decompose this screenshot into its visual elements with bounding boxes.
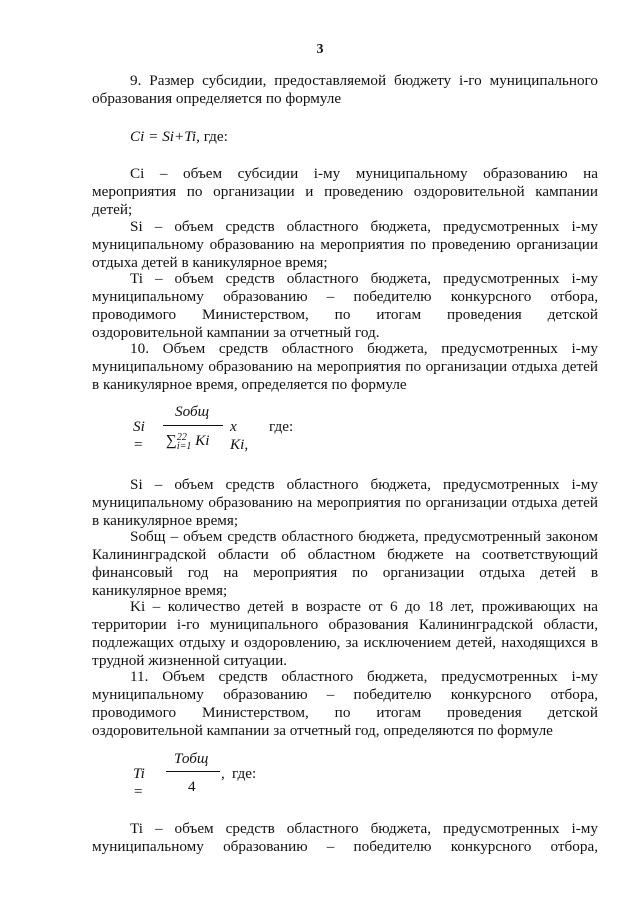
ci-definition-line-2: мероприятия по организации и проведению оздоровительной кампании bbox=[92, 183, 598, 200]
ti-definition-2 bbox=[92, 820, 598, 856]
formula-ci-where: где: bbox=[203, 128, 228, 145]
sobsh-definition-line-2: Калининградской области об областном бюджете на соответствующий bbox=[92, 546, 598, 563]
formula-ci-expression: Ci = Si+Ti, bbox=[130, 128, 200, 145]
page-number: 3 bbox=[316, 42, 324, 57]
formula-ti-comma: , bbox=[221, 765, 225, 782]
si-definition-1-line-2: муниципальному образованию на мероприятия по проведению организации bbox=[92, 236, 598, 253]
formula-ti-numerator: Тобщ bbox=[174, 750, 209, 767]
ki-definition-line-4: трудной жизненной ситуации. bbox=[92, 652, 288, 669]
sum-lower-limit: i=1 bbox=[176, 440, 192, 452]
formula-si-fraction-bar bbox=[163, 425, 223, 426]
paragraph-11-line-3: проводимого Министерством, по итогам проведения детской bbox=[92, 704, 598, 721]
formula-ti-denominator: 4 bbox=[188, 778, 196, 795]
paragraph-10 bbox=[92, 340, 598, 394]
paragraph-11-line-4: оздоровительной кампании за отчетный год, определяются по формуле bbox=[92, 722, 553, 739]
si-definition-2-line-1: Si – объем средств областного бюджета, предусмотренных i-му bbox=[130, 476, 598, 493]
ci-definition bbox=[92, 165, 598, 219]
ti-definition-2-line-1: Ti – объем средств областного бюджета, предусмотренных i-му bbox=[130, 820, 598, 837]
sum-upper-limit: 22 bbox=[176, 431, 187, 443]
paragraph-10-line-1: 10. Объем средств областного бюджета, предусмотренных i-му bbox=[130, 340, 598, 357]
sobsh-definition-line-1: Sобщ – объем средств областного бюджета, предусмотренный законом bbox=[130, 528, 598, 545]
formula-ti-fraction-bar bbox=[166, 771, 220, 772]
formula-si-lhs: Si = bbox=[133, 418, 145, 453]
ki-definition-line-2: территории i-го муниципального образования Калининградской области, bbox=[92, 616, 598, 633]
si-definition-1-line-3: отдыха детей в каникулярное время; bbox=[92, 254, 328, 271]
paragraph-11-line-1: 11. Объем средств областного бюджета, предусмотренных i-му bbox=[130, 668, 598, 685]
sobsh-definition-line-3: финансовый год на мероприятия по организации отдыха детей в bbox=[92, 564, 598, 581]
formula-si-denominator bbox=[166, 432, 210, 451]
si-definition-2-line-3: в каникулярное время; bbox=[92, 512, 239, 529]
si-definition-1 bbox=[92, 218, 598, 272]
paragraph-10-line-2: муниципальному образованию на мероприятия по организации отдыха детей bbox=[92, 358, 598, 375]
sobsh-definition-line-4: каникулярное время; bbox=[92, 582, 228, 599]
paragraph-11-line-2: муниципальному образованию – победителю конкурсного отбора, bbox=[92, 686, 598, 703]
ti-definition-1 bbox=[92, 270, 598, 342]
ti-definition-2-line-2: муниципальному образованию – победителю конкурсного отбора, bbox=[92, 838, 598, 855]
ti-definition-1-line-4: оздоровительной кампании за отчетный год. bbox=[92, 324, 380, 341]
ti-definition-1-line-1: Ti – объем средств областного бюджета, предусмотренных i-му bbox=[130, 270, 598, 287]
sum-term: Ki bbox=[195, 432, 210, 449]
si-definition-1-line-1: Si – объем средств областного бюджета, предусмотренных i-му bbox=[130, 218, 598, 235]
formula-si-where: где: bbox=[269, 418, 294, 435]
si-definition-2 bbox=[92, 476, 598, 530]
ki-definition-line-3: подлежащих отдыху и оздоровлению, за исключением детей, находящихся в bbox=[92, 634, 598, 651]
sobsh-definition bbox=[92, 528, 598, 600]
formula-si-rhs: x Ki, bbox=[230, 418, 249, 453]
ki-definition bbox=[92, 598, 598, 670]
paragraph-9-line-1: 9. Размер субсидии, предоставляемой бюджету i-го муниципального bbox=[130, 72, 598, 89]
ti-definition-1-line-2: муниципальному образованию – победителю конкурсного отбора, bbox=[92, 288, 598, 305]
paragraph-9 bbox=[92, 72, 598, 108]
paragraph-11 bbox=[92, 668, 598, 740]
sum-symbol: ∑ bbox=[166, 432, 177, 449]
ci-definition-line-3: детей; bbox=[92, 201, 133, 218]
formula-ti-where: где: bbox=[232, 765, 257, 782]
paragraph-10-line-3: в каникулярное время, определяется по формуле bbox=[92, 376, 407, 393]
formula-ci bbox=[130, 128, 228, 146]
ci-definition-line-1: Ci – объем субсидии i-му муниципальному образованию на bbox=[130, 165, 598, 182]
formula-ti-lhs: Ti = bbox=[133, 765, 145, 800]
paragraph-9-line-2: образования определяется по формуле bbox=[92, 90, 342, 107]
si-definition-2-line-2: муниципальному образованию на мероприятия по организации отдыха детей bbox=[92, 494, 598, 511]
ki-definition-line-1: Ki – количество детей в возрасте от 6 до 18 лет, проживающих на bbox=[130, 598, 598, 615]
formula-si-numerator: Sобщ bbox=[175, 403, 210, 420]
ti-definition-1-line-3: проводимого Министерством, по итогам проведения детской bbox=[92, 306, 598, 323]
